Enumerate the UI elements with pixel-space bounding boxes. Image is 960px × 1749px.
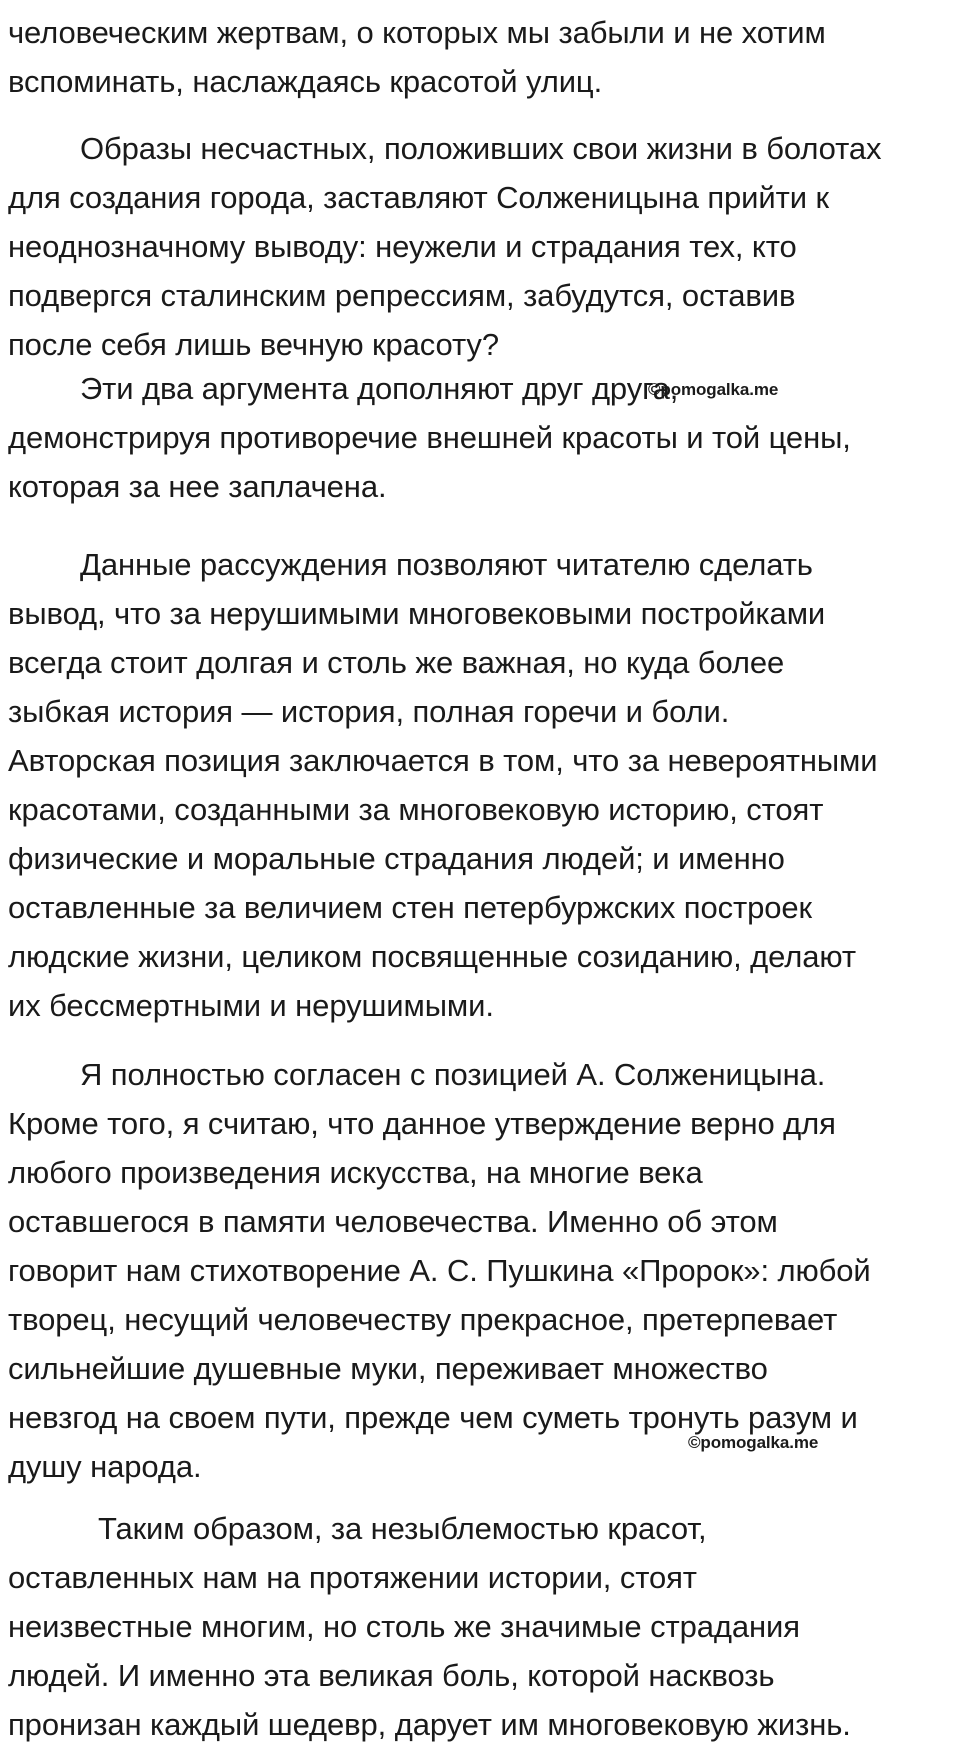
text-line: Кроме того, я считаю, что данное утверждение верно для: [8, 1106, 836, 1141]
text-line: неизвестные многим, но столь же значимые страдания: [8, 1609, 800, 1644]
text-line: их бессмертными и нерушимыми.: [8, 988, 494, 1023]
text-line: Таким образом, за незыблемостью красот,: [98, 1511, 707, 1546]
text-line: Авторская позиция заключается в том, что за невероятными: [8, 743, 878, 778]
text-line: творец, несущий человечеству прекрасное, претерпевает: [8, 1302, 838, 1337]
paragraph-3: [8, 364, 956, 511]
text-line: говорит нам стихотворение А. С. Пушкина «Пророк»: любой: [8, 1253, 871, 1288]
text-line: которая за нее заплачена.: [8, 469, 387, 504]
text-line: сильнейшие душевные муки, переживает множество: [8, 1351, 768, 1386]
text-line: для создания города, заставляют Солженицына прийти к: [8, 180, 829, 215]
text-line: Данные рассуждения позволяют читателю сделать: [80, 547, 813, 582]
text-line: Образы несчастных, положивших свои жизни в болотах: [80, 131, 882, 166]
text-line: оставшегося в памяти человечества. Именно об этом: [8, 1204, 778, 1239]
paragraph-2: [8, 124, 956, 369]
text-line: вывод, что за нерушимыми многовековыми постройками: [8, 596, 826, 631]
text-line: людей. И именно эта великая боль, которой насквозь: [8, 1658, 775, 1693]
text-line: любого произведения искусства, на многие века: [8, 1155, 703, 1190]
text-line: вспоминать, наслаждаясь красотой улиц.: [8, 64, 603, 99]
text-line: неоднозначному выводу: неужели и страдания тех, кто: [8, 229, 797, 264]
text-line: Я полностью согласен с позицией А. Солженицына.: [80, 1057, 826, 1092]
watermark: ©pomogalka.me: [688, 1433, 819, 1452]
text-line: человеческим жертвам, о которых мы забыли и не хотим: [8, 15, 826, 50]
text-line: красотами, созданными за многовековую историю, стоят: [8, 792, 824, 827]
text-line: невзгод на своем пути, прежде чем суметь тронуть разум и: [8, 1400, 858, 1435]
text-line: физические и моральные страдания людей; и именно: [8, 841, 785, 876]
paragraph-4: [8, 540, 956, 1030]
text-line: всегда стоит долгая и столь же важная, но куда более: [8, 645, 785, 680]
watermark: ©pomogalka.me: [648, 380, 779, 399]
paragraph-1: [8, 8, 956, 106]
text-line: пронизан каждый шедевр, дарует им многовековую жизнь.: [8, 1707, 851, 1742]
paragraph-6: [8, 1504, 956, 1749]
text-line: людские жизни, целиком посвященные созиданию, делают: [8, 939, 856, 974]
paragraph-5: [8, 1050, 956, 1491]
text-line: оставленные за величием стен петербуржских построек: [8, 890, 812, 925]
text-line: после себя лишь вечную красоту?: [8, 327, 499, 362]
text-line: Эти два аргумента дополняют друг друга,: [80, 371, 679, 406]
text-line: душу народа.: [8, 1449, 202, 1484]
text-line: подвергся сталинским репрессиям, забудутся, оставив: [8, 278, 796, 313]
text-line: зыбкая история — история, полная горечи и боли.: [8, 694, 730, 729]
text-line: оставленных нам на протяжении истории, стоят: [8, 1560, 697, 1595]
text-line: демонстрируя противоречие внешней красоты и той цены,: [8, 420, 851, 455]
